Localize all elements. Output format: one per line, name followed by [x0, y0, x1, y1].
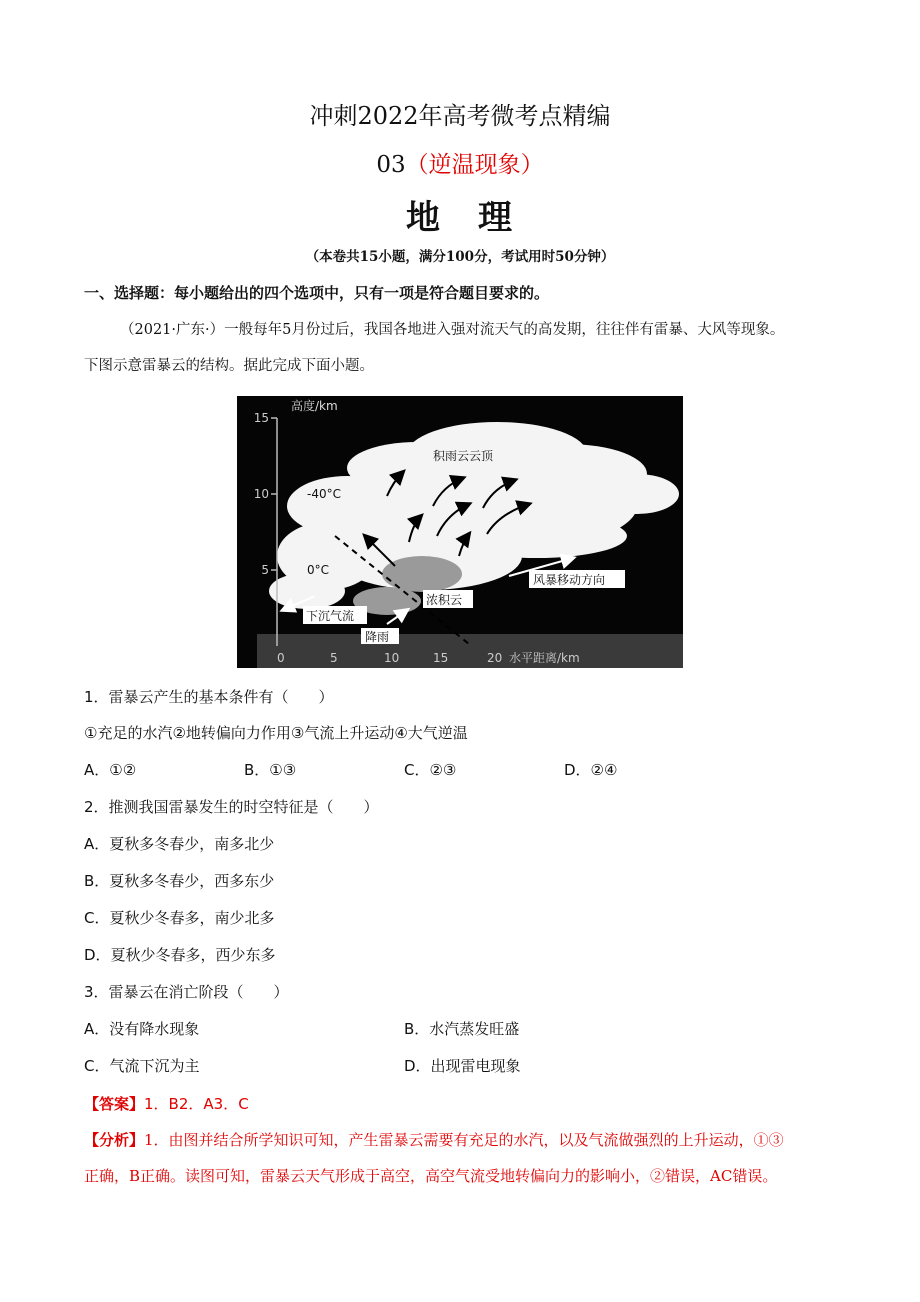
analysis-text-1: 1．由图并结合所学知识可知，产生雷暴云需要有充足的水汽，以及气流做强烈的上升运动，①③ — [144, 1131, 784, 1149]
doc-title: 冲刺2022年高考微考点精编 — [309, 102, 611, 130]
subject-title: 地 理 — [406, 198, 514, 238]
intro-line-2: 下图示意雷暴云的结构。据此完成下面小题。 — [84, 358, 374, 374]
y-tick-5: 5 — [261, 563, 269, 577]
q1-option-d: D．②④ — [564, 761, 618, 779]
q2-option-d: D．夏秋少冬春多，西少东多 — [84, 946, 276, 964]
label-zero: 0°C — [307, 563, 330, 577]
analysis-line-2: 正确，B正确。读图可知，雷暴云天气形成于高空，高空气流受地转偏向力的影响小，②错误，AC错误。 — [84, 1167, 778, 1185]
thunderstorm-diagram — [237, 396, 683, 668]
q3-option-a: A．没有降水现象 — [84, 1020, 200, 1038]
label-cumulus: 浓积云 — [426, 593, 463, 607]
q1-option-a: A．①② — [84, 761, 137, 779]
q3-option-c: C．气流下沉为主 — [84, 1057, 200, 1075]
q3-option-d: D．出现雷电现象 — [404, 1057, 521, 1075]
answer-label: 【答案】 — [84, 1095, 145, 1113]
question-1-stem: 1．雷暴云产生的基本条件有（ ） — [84, 688, 334, 706]
x-tick-20: 20 — [487, 651, 503, 665]
q2-option-c: C．夏秋少冬春多，南少北多 — [84, 909, 275, 927]
y-tick-15: 15 — [253, 411, 269, 425]
answer-text: 1．B2．A3．C — [144, 1095, 249, 1113]
label-downdraft: 下沉气流 — [306, 609, 355, 623]
q1-option-b: B．①③ — [244, 761, 297, 779]
q2-option-b: B．夏秋多冬春少，西多东少 — [84, 872, 275, 890]
x-tick-10: 10 — [384, 651, 400, 665]
exam-meta: （本卷共15小题，满分100分，考试用时50分钟） — [305, 249, 615, 265]
analysis-line-1 — [84, 1129, 784, 1150]
x-tick-0: 0 — [277, 651, 285, 665]
x-tick-15: 15 — [433, 651, 449, 665]
q1-option-c: C．②③ — [404, 761, 457, 779]
ground-band — [257, 634, 683, 668]
q2-option-a: A．夏秋多冬春少，南多北少 — [84, 835, 275, 853]
section-heading: 一、选择题：每小题给出的四个选项中，只有一项是符合题目要求的。 — [84, 284, 550, 302]
x-tick-5: 5 — [330, 651, 338, 665]
y-axis-label: 高度/km — [291, 399, 338, 413]
label-movement: 风暴移动方向 — [533, 573, 606, 587]
question-2-stem: 2．推测我国雷暴发生的时空特征是（ ） — [84, 798, 379, 816]
x-axis-label: 水平距离/km — [509, 651, 580, 665]
question-1-extra: ①充足的水汽②地转偏向力作用③气流上升运动④大气逆温 — [84, 724, 468, 742]
y-tick-10: 10 — [253, 487, 269, 501]
intro-line-1: （2021·广东·）一般每年5月份过后，我国各地进入强对流天气的高发期，往往伴有雷暴、大风等现象。 — [120, 322, 785, 338]
question-3-stem: 3．雷暴云在消亡阶段（ ） — [84, 983, 289, 1001]
analysis-label: 【分析】 — [84, 1131, 145, 1149]
q3-option-b: B．水汽蒸发旺盛 — [404, 1020, 520, 1038]
label-cloud-top: 积雨云云顶 — [433, 449, 494, 463]
topic-number: 03 — [376, 152, 406, 178]
doc-subtitle — [0, 146, 920, 179]
label-minus40: -40°C — [307, 487, 341, 501]
answer-line — [84, 1093, 249, 1114]
topic-name: （逆温现象） — [405, 152, 544, 178]
thunderstorm-figure — [237, 396, 683, 668]
label-rain: 降雨 — [365, 630, 390, 644]
